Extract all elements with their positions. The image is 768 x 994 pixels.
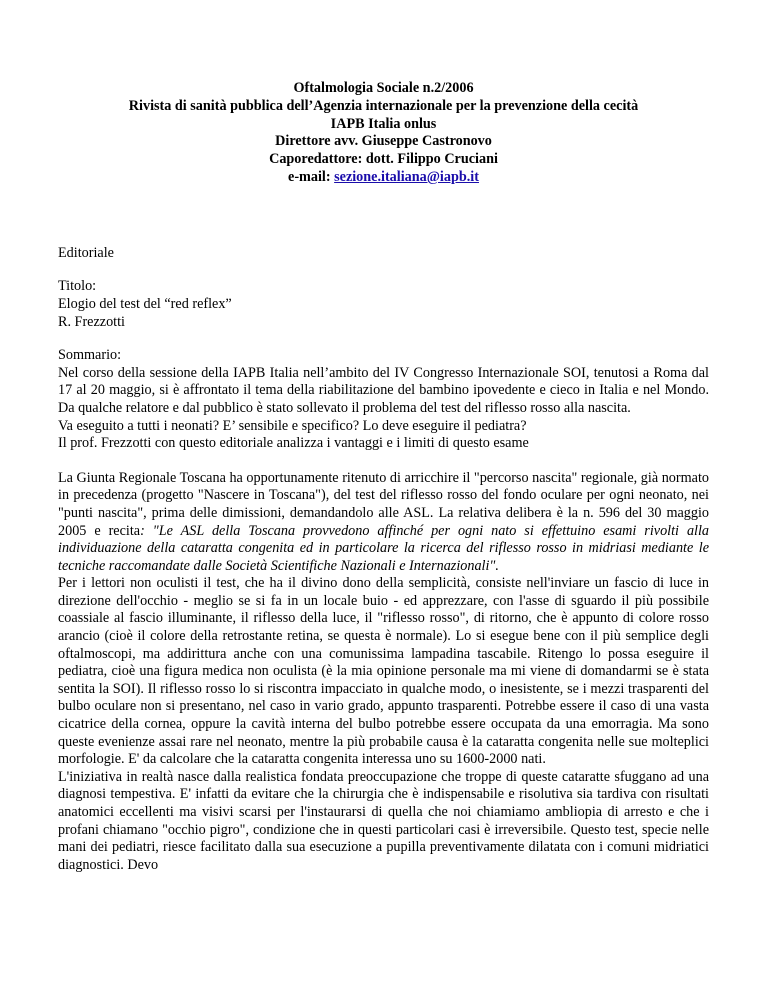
body-paragraph-1: [58, 470, 709, 576]
summary-questions: Va eseguito a tutti i neonati? E’ sensibile e specifico? Lo deve eseguire il pediatra?: [58, 417, 527, 434]
body-paragraph-1-text: La Giunta Regionale Toscana ha opportunamente ritenuto di arricchire il "percorso nascita" regionale, già normato in precedenza (progetto "Nascere in Toscana"), del test del riflesso rosso del fondo oculare per ogni neonato, nei "punti nascita", prima delle dimissioni, demandandolo alle ASL. La relativa delibera è la n. 596 del 30 maggio 2005 e recita: [58, 469, 709, 539]
editor-in-chief: Caporedattore: dott. Filippo Cruciani: [269, 151, 498, 168]
section-label: Editoriale: [58, 244, 114, 261]
journal-header: [58, 80, 709, 187]
contact-email-line: [58, 169, 709, 187]
body-paragraph-2: Per i lettori non oculisti il test, che ha il divino dono della semplicità, consiste nell'inviare un fascio di luce in direzione dell'occhio - meglio se si fa in un locale buio - ed apprezzare, con l'asse di sguardo il più possibile coassiale al fascio illuminante, il riflesso della luce, il "riflesso rosso", di ritorno, che è appunto di colore rosso arancio (cioè il colore della retrostante retina, se questa è normale). Lo si esegue bene con il più semplice degli oftalmoscopi, ma addirittura anche con una comunissima lampadina tascabile. Ritengo lo possa eseguire il pediatra, cioè una figura medica non oculista (è la mia opinione personale ma mi viene di domandarmi se è stata sentita la SOI). Il riflesso rosso lo si riscontra impacciato in qualche modo, o inesistente, se i mezzi trasparenti del bulbo oculare non si presentano, nel caso in vario grado, appunto trasparenti. Potrebbe essere il caso di una vasta cicatrice della cornea, oppure la cavità interna del bulbo potrebbe essere occupata da una emorragia. Ma sono queste evenienze assai rare nel neonato, mentre la più probabile causa è la cataratta congenita nelle sue molteplici morfologie. E' da calcolare che la cataratta congenita interessa uno su 1600-2000 nati.: [58, 575, 709, 768]
publisher: IAPB Italia onlus: [330, 115, 437, 132]
body-paragraph-3: L'iniziativa in realtà nasce dalla realistica fondata preoccupazione che troppe di queste cataratte sfuggano ad una diagnosi tempestiva. E' infatti da evitare che la chirurgia che è indispensabile e risolutiva sia tardiva con risultati anatomici eccellenti ma visivi scarsi per l'instaurarsi di quella che noi chiamiamo ambliopia di arresto e che i profani chiamano "occhio pigro", condizione che in questi particolari casi è irreversibile. Questo test, specie nelle mani dei pediatri, riesce facilitato dalla sua esecuzione a pupilla preventivamente dilatata con i comuni midriatici diagnostici. Devo: [58, 768, 709, 873]
delibera-quote: : "Le ASL della Toscana provvedono affinché per ogni nato si effettuino esami rivolti alla individuazione della cataratta congenita ed in particolare la ricerca del riflesso rosso in midriasi mediante le tecniche raccomandate dalle Società Scientifiche Nazionali e Internazionali".: [58, 522, 710, 574]
journal-issue: Oftalmologia Sociale n.2/2006: [293, 80, 474, 96]
summary-paragraph: Nel corso della sessione della IAPB Italia nell’ambito del IV Congresso Internazionale SOI, tenutosi a Roma dal 17 al 20 maggio, si è affrontato il tema della riabilitazione del bambino ipovedente e cieco in Italia e nel Mondo. Da qualche relatore e dal pubblico è stato sollevato il problema del test del riflesso rosso alla nascita.: [58, 364, 709, 416]
email-link[interactable]: sezione.italiana@iapb.it: [334, 168, 479, 185]
email-label: e-mail:: [288, 168, 335, 185]
article-title: Elogio del test del “red reflex”: [58, 295, 232, 312]
director: Direttore avv. Giuseppe Castronovo: [275, 133, 492, 150]
summary-note: Il prof. Frezzotti con questo editoriale analizza i vantaggi e i limiti di questo esame: [58, 435, 529, 452]
summary-label: Sommario:: [58, 347, 122, 364]
journal-subtitle: Rivista di sanità pubblica dell’Agenzia internazionale per la prevenzione della cecità: [128, 97, 639, 114]
article-author: R. Frezzotti: [58, 313, 125, 330]
document-page: [58, 80, 709, 874]
title-label: Titolo:: [58, 278, 97, 295]
